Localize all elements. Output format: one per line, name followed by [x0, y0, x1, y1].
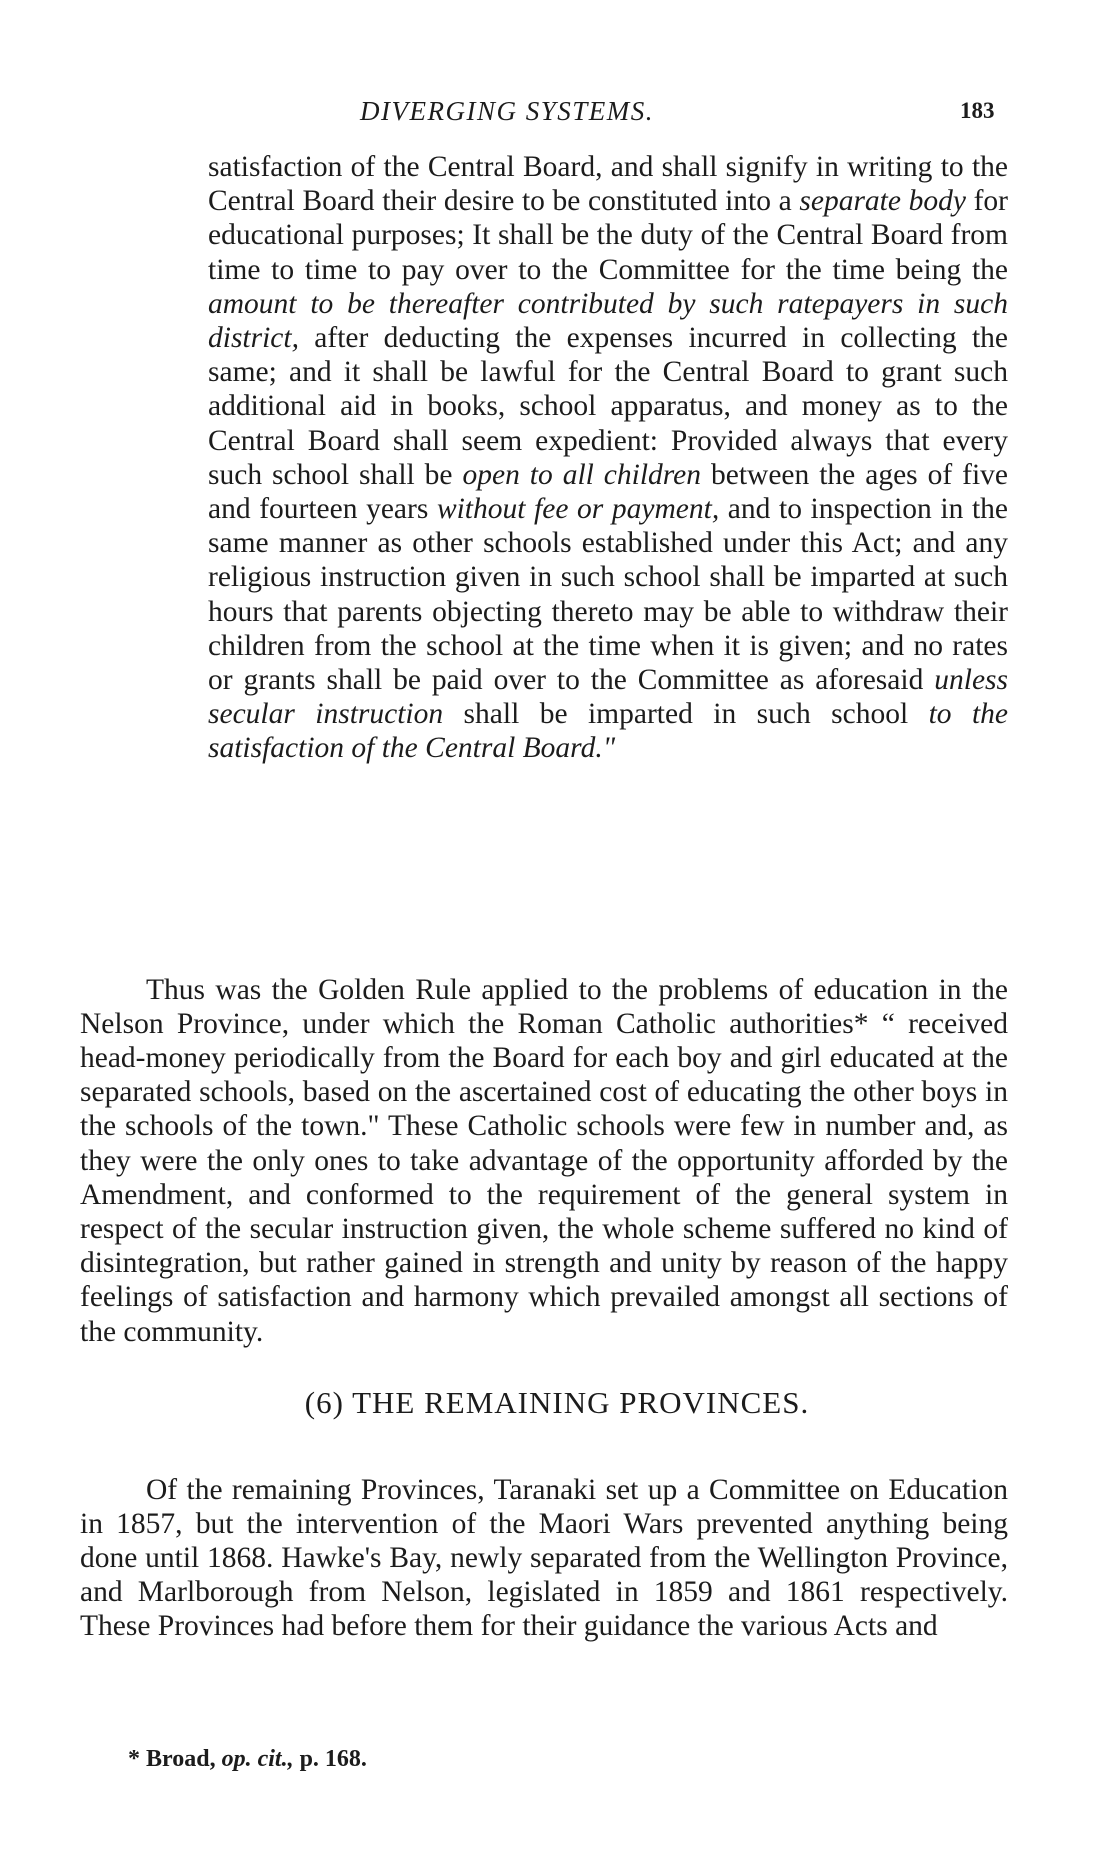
footnote-marker: *: [128, 1746, 146, 1772]
page-number: 183: [960, 98, 995, 123]
quote-text: satisfaction of the Central Board, and shall signify in writing to the Central Board their desire to be constituted into a: [208, 151, 1008, 218]
quote-text: and to inspection in the same manner as other schools established under this Act; and any religious instruction given in such school shall be imparted at such hours that parents objecting thereto may be able to withdraw their children from the school at the time when it is given; and no rates or grants shall be paid over to the Committee as aforesaid: [208, 493, 1009, 697]
footnote: [128, 1746, 367, 1773]
running-title: DIVERGING SYSTEMS.: [360, 96, 654, 126]
section-heading: (6) THE REMAINING PROVINCES.: [304, 1385, 810, 1420]
quote-italic: unless secular instruction: [208, 664, 1008, 731]
quote-italic: open to all children: [462, 458, 702, 491]
quote-text: after deducting the expenses incurred in collecting the same; and it shall be lawful for the Central Board to grant such additional aid in books, school apparatus, and money as to the Central Board shall seem expedient: Provided always that every such school shall be: [208, 322, 1008, 491]
paragraph-remaining-provinces: Of the remaining Provinces, Taranaki set up a Committee on Education in 1857, but the intervention of the Maori Wars prevented anything being done until 1868. Hawke's Bay, newly separated from the Wellington Province, and Marlborough from Nelson, legislated in 1859 and 1861 respectively. These Provinces had before them for their guidance the various Acts and: [80, 1473, 1008, 1643]
footnote-italic: op. cit.,: [221, 1746, 294, 1772]
quote-italic: amount to be thereafter contributed by such ratepayers in such district,: [208, 287, 1008, 355]
footnote-text: p. 168.: [293, 1746, 367, 1772]
quote-italic: without fee or payment,: [436, 493, 720, 526]
quote-text: for educational purposes; It shall be the duty of the Central Board from time to time to pay over to the Committee for the time being the: [208, 185, 1008, 286]
footnote-text: Broad,: [146, 1746, 222, 1772]
quote-text: shall be imparted in such school: [443, 698, 929, 731]
quote-italic: separate body: [799, 185, 966, 218]
paragraph-golden-rule: Thus was the Golden Rule applied to the problems of education in the Nelson Province, under which the Roman Catholic authorities* “ received head-money periodically from the Board for each boy and girl educated at the separated schools, based on the ascertained cost of educating the other boys in the schools of the town." These Catholic schools were few in number and, as they were the only ones to take advantage of the opportunity afforded by the Amendment, and conformed to the requirement of the general system in respect of the secular instruction given, the whole scheme suffered no kind of disintegration, but rather gained in strength and unity by reason of the happy feelings of satisfaction and harmony which prevailed amongst all sections of the community.: [80, 973, 1008, 1348]
quoted-act-text: [208, 150, 1008, 766]
quote-text: between the ages of five and fourteen years: [208, 458, 1008, 526]
quote-italic: to the satisfaction of the Central Board.": [208, 698, 1008, 765]
page-header: [0, 96, 1114, 136]
